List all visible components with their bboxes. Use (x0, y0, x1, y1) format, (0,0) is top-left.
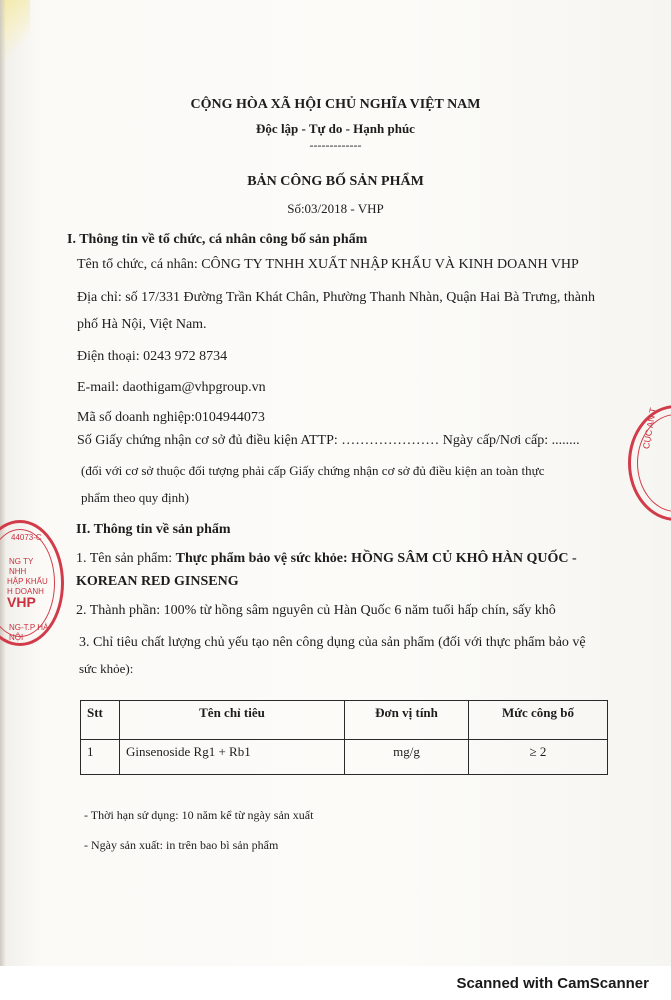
quality-criteria-line-2: sức khỏe): (79, 661, 134, 676)
table-cell-level: ≥ 2 (468, 740, 607, 775)
quality-criteria-line-1: 3. Chỉ tiêu chất lượng chủ yếu tạo nên công dụng của sản phẩm (đối với thực phẩm bảo vệ (79, 635, 586, 650)
company-seal-stamp (0, 520, 64, 646)
separator-line: ------------- (309, 138, 362, 152)
agency-seal-stamp (628, 405, 671, 521)
seal-text: NG-T.P HÀ NỘI (9, 623, 49, 642)
production-date: - Ngày sản xuất: in trên bao bì sản phẩm (84, 838, 279, 852)
product-name-label: 1. Tên sản phẩm: (76, 551, 176, 566)
table-header-row (81, 701, 608, 740)
phone: Điện thoại: 0243 972 8734 (77, 349, 228, 364)
tax-code: Mã số doanh nghiệp:0104944073 (77, 410, 265, 425)
country-heading: CỘNG HÒA XÃ HỘI CHỦ NGHĨA VIỆT NAM (190, 97, 481, 112)
scanner-watermark: Scanned with CamScanner (456, 975, 649, 992)
table-header-level: Mức công bố (468, 701, 607, 740)
table-row (81, 740, 608, 775)
certificate-note-line-2: phẩm theo quy định) (81, 490, 189, 505)
ingredients: 2. Thành phần: 100% từ hồng sâm nguyên củ Hàn Quốc 6 năm tuổi hấp chín, sấy khô (76, 603, 556, 618)
organization-name: Tên tổ chức, cá nhân: CÔNG TY TNHH XUẤT NHẬP KHẨU VÀ KINH DOANH VHP (77, 257, 579, 272)
table-header-unit: Đơn vị tính (345, 701, 469, 740)
seal-text: HẬP KHẨU (7, 577, 48, 586)
section-1-heading: I. Thông tin về tổ chức, cá nhân công bố sản phẩm (67, 232, 368, 247)
product-name-line-2: KOREAN RED GINSENG (76, 574, 239, 589)
address-line-1: Địa chỉ: số 17/331 Đường Trần Khát Chân, Phường Thanh Nhàn, Quận Hai Bà Trưng, thành (77, 290, 595, 305)
seal-text: H DOANH (7, 587, 44, 596)
table-header-criterion: Tên chỉ tiêu (120, 701, 345, 740)
section-2-heading: II. Thông tin về sản phẩm (76, 522, 231, 537)
product-name-line-1 (76, 551, 577, 567)
document-title: BẢN CÔNG BỐ SẢN PHẨM (247, 174, 424, 189)
table-cell-stt: 1 (81, 740, 120, 775)
certificate-info: Số Giấy chứng nhận cơ sở đủ điều kiện ATTP: ………………… Ngày cấp/Nơi cấp: ........ (77, 433, 580, 448)
document-number: Số:03/2018 - VHP (287, 201, 384, 216)
seal-text: NHH (9, 567, 27, 576)
motto: Độc lập - Tự do - Hạnh phúc (256, 121, 415, 136)
seal-text: NG TY (9, 557, 34, 566)
quality-table (80, 700, 608, 775)
email: E-mail: daothigam@vhpgroup.vn (77, 380, 266, 395)
scanner-footer (0, 966, 671, 1000)
address-line-2: phố Hà Nội, Việt Nam. (77, 317, 207, 332)
seal-text: CỤC AN T (641, 406, 659, 450)
table-cell-criterion: Ginsenoside Rg1 + Rb1 (120, 740, 345, 775)
seal-text: 44073-C (11, 533, 42, 542)
certificate-note-line-1: (đối với cơ sở thuộc đối tượng phải cấp Giấy chứng nhận cơ sở đủ điều kiện an toàn thực (81, 463, 545, 478)
seal-text: VHP (7, 594, 36, 610)
product-name-value: Thực phẩm bảo vệ sức khỏe: HỒNG SÂM CỦ KHÔ HÀN QUỐC - (175, 551, 577, 566)
shelf-life: - Thời hạn sử dụng: 10 năm kể từ ngày sản xuất (84, 808, 314, 822)
table-header-stt: Stt (81, 701, 120, 740)
table-cell-unit: mg/g (345, 740, 469, 775)
